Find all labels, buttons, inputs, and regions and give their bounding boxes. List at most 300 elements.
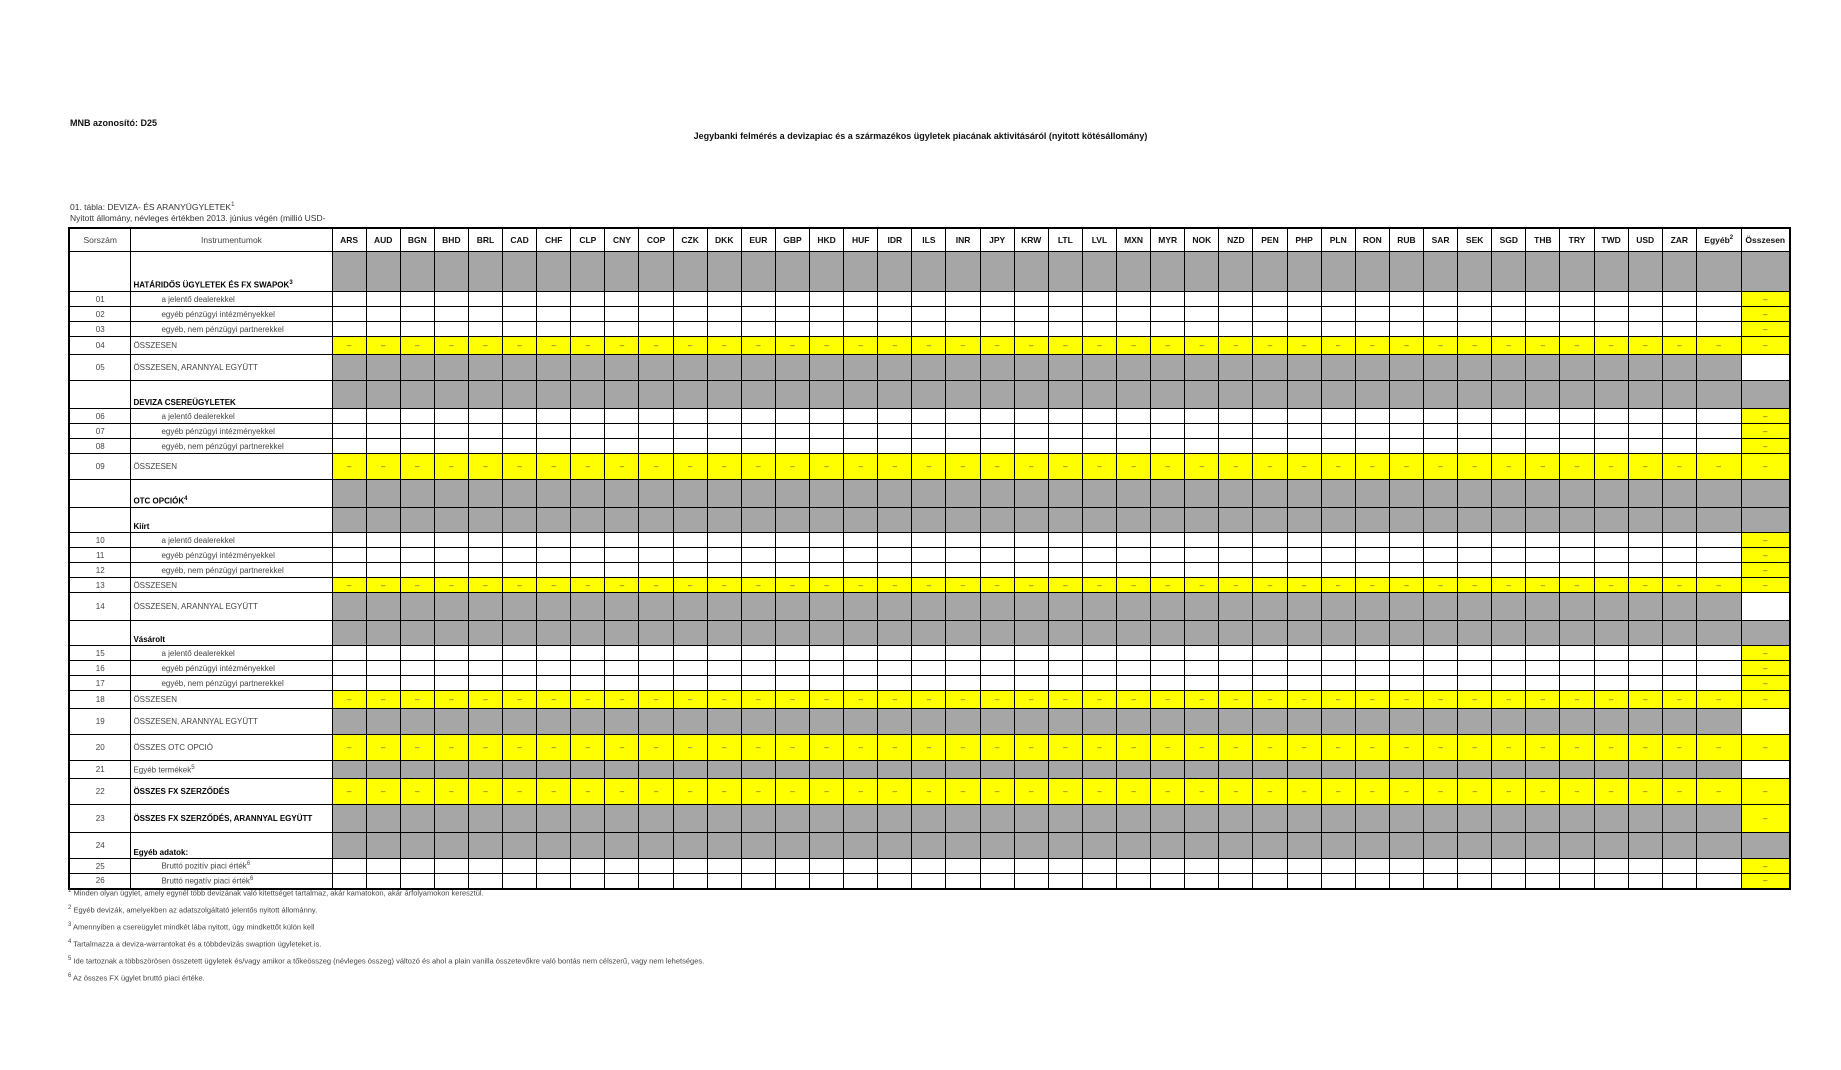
data-cell[interactable] [1117,548,1151,563]
data-cell[interactable] [1594,439,1628,454]
data-cell[interactable] [537,563,571,578]
data-cell[interactable] [946,874,980,889]
data-cell[interactable] [1458,439,1492,454]
data-cell[interactable] [1219,676,1253,691]
data-cell[interactable] [1151,439,1185,454]
data-cell[interactable] [605,409,639,424]
data-cell[interactable] [741,661,775,676]
data-cell[interactable] [1458,563,1492,578]
data-cell[interactable] [1219,563,1253,578]
data-cell[interactable] [1560,439,1594,454]
data-cell[interactable] [810,563,844,578]
data-cell[interactable] [1082,661,1116,676]
data-cell[interactable] [1082,424,1116,439]
data-cell[interactable] [1151,292,1185,307]
data-cell[interactable] [1117,661,1151,676]
data-cell[interactable] [775,307,809,322]
data-cell[interactable] [1526,661,1560,676]
data-cell[interactable] [332,859,366,874]
data-cell[interactable] [1082,874,1116,889]
data-cell[interactable] [1458,548,1492,563]
data-cell[interactable] [366,307,400,322]
data-cell[interactable] [1662,292,1696,307]
data-cell[interactable] [1628,676,1662,691]
data-cell[interactable] [366,409,400,424]
other-cell[interactable] [1696,563,1741,578]
data-cell[interactable] [366,533,400,548]
data-cell[interactable] [605,424,639,439]
data-cell[interactable] [1424,533,1458,548]
data-cell[interactable] [434,409,468,424]
data-cell[interactable] [537,307,571,322]
data-cell[interactable] [1492,676,1526,691]
data-cell[interactable] [1048,646,1082,661]
total-cell[interactable] [1741,709,1790,735]
data-cell[interactable] [1321,676,1355,691]
data-cell[interactable] [1287,548,1321,563]
data-cell[interactable] [980,424,1014,439]
data-cell[interactable] [1082,439,1116,454]
data-cell[interactable] [980,563,1014,578]
data-cell[interactable] [1355,563,1389,578]
data-cell[interactable] [912,646,946,661]
data-cell[interactable] [878,292,912,307]
data-cell[interactable] [1355,548,1389,563]
data-cell[interactable] [1048,533,1082,548]
data-cell[interactable] [810,676,844,691]
data-cell[interactable] [946,646,980,661]
data-cell[interactable] [1287,533,1321,548]
data-cell[interactable] [1253,548,1287,563]
data-cell[interactable] [434,439,468,454]
data-cell[interactable] [775,439,809,454]
data-cell[interactable] [946,292,980,307]
other-cell[interactable] [1696,533,1741,548]
data-cell[interactable] [1560,424,1594,439]
data-cell[interactable] [1662,409,1696,424]
data-cell[interactable] [1321,646,1355,661]
data-cell[interactable] [1048,859,1082,874]
data-cell[interactable] [673,646,707,661]
data-cell[interactable] [1048,874,1082,889]
data-cell[interactable] [1321,307,1355,322]
data-cell[interactable] [1389,307,1423,322]
data-cell[interactable] [980,322,1014,337]
data-cell[interactable] [400,661,434,676]
data-cell[interactable] [1662,439,1696,454]
data-cell[interactable] [434,307,468,322]
data-cell[interactable] [810,322,844,337]
data-cell[interactable] [1389,874,1423,889]
data-cell[interactable] [912,533,946,548]
data-cell[interactable] [571,646,605,661]
data-cell[interactable] [468,661,502,676]
data-cell[interactable] [366,676,400,691]
data-cell[interactable] [1014,533,1048,548]
data-cell[interactable] [1321,533,1355,548]
data-cell[interactable] [673,661,707,676]
data-cell[interactable] [1560,859,1594,874]
data-cell[interactable] [1082,859,1116,874]
data-cell[interactable] [980,874,1014,889]
data-cell[interactable] [673,533,707,548]
data-cell[interactable] [1458,676,1492,691]
data-cell[interactable] [878,859,912,874]
data-cell[interactable] [775,646,809,661]
data-cell[interactable] [1287,307,1321,322]
data-cell[interactable] [878,646,912,661]
data-cell[interactable] [468,409,502,424]
data-cell[interactable] [1219,859,1253,874]
data-cell[interactable] [1594,548,1628,563]
data-cell[interactable] [1594,859,1628,874]
data-cell[interactable] [673,676,707,691]
data-cell[interactable] [1321,563,1355,578]
data-cell[interactable] [1117,563,1151,578]
data-cell[interactable] [1253,646,1287,661]
data-cell[interactable] [400,439,434,454]
data-cell[interactable] [503,409,537,424]
data-cell[interactable] [400,646,434,661]
data-cell[interactable] [1424,292,1458,307]
data-cell[interactable] [912,439,946,454]
data-cell[interactable] [810,439,844,454]
data-cell[interactable] [605,646,639,661]
data-cell[interactable] [810,661,844,676]
data-cell[interactable] [639,439,673,454]
data-cell[interactable] [1014,646,1048,661]
data-cell[interactable] [332,409,366,424]
data-cell[interactable] [1082,563,1116,578]
data-cell[interactable] [1458,424,1492,439]
data-cell[interactable] [775,409,809,424]
data-cell[interactable] [878,439,912,454]
data-cell[interactable] [1424,874,1458,889]
data-cell[interactable] [1628,874,1662,889]
data-cell[interactable] [844,424,878,439]
data-cell[interactable] [503,676,537,691]
data-cell[interactable] [775,533,809,548]
data-cell[interactable] [1014,661,1048,676]
data-cell[interactable] [1151,874,1185,889]
data-cell[interactable] [775,563,809,578]
data-cell[interactable] [1560,548,1594,563]
data-cell[interactable] [434,548,468,563]
data-cell[interactable] [741,424,775,439]
data-cell[interactable] [775,548,809,563]
data-cell[interactable] [537,439,571,454]
data-cell[interactable] [434,322,468,337]
data-cell[interactable] [1117,322,1151,337]
data-cell[interactable] [1253,676,1287,691]
data-cell[interactable] [1594,874,1628,889]
data-cell[interactable] [1526,439,1560,454]
data-cell[interactable] [1253,307,1287,322]
data-cell[interactable] [775,661,809,676]
data-cell[interactable] [332,439,366,454]
data-cell[interactable] [468,563,502,578]
data-cell[interactable] [1594,409,1628,424]
data-cell[interactable] [468,646,502,661]
data-cell[interactable] [1321,292,1355,307]
data-cell[interactable] [1560,661,1594,676]
data-cell[interactable] [571,533,605,548]
data-cell[interactable] [1594,307,1628,322]
data-cell[interactable] [1628,439,1662,454]
data-cell[interactable] [571,307,605,322]
data-cell[interactable] [1219,646,1253,661]
data-cell[interactable] [707,563,741,578]
data-cell[interactable] [639,548,673,563]
data-cell[interactable] [468,292,502,307]
data-cell[interactable] [707,307,741,322]
data-cell[interactable] [1287,322,1321,337]
data-cell[interactable] [605,859,639,874]
data-cell[interactable] [1560,676,1594,691]
data-cell[interactable] [1355,322,1389,337]
data-cell[interactable] [605,307,639,322]
data-cell[interactable] [775,322,809,337]
data-cell[interactable] [1287,563,1321,578]
data-cell[interactable] [537,646,571,661]
data-cell[interactable] [332,533,366,548]
data-cell[interactable] [1151,322,1185,337]
data-cell[interactable] [707,676,741,691]
data-cell[interactable] [639,292,673,307]
data-cell[interactable] [1560,307,1594,322]
data-cell[interactable] [1594,424,1628,439]
data-cell[interactable] [1355,874,1389,889]
data-cell[interactable] [1219,307,1253,322]
data-cell[interactable] [1219,874,1253,889]
data-cell[interactable] [1219,548,1253,563]
data-cell[interactable] [366,646,400,661]
data-cell[interactable] [537,676,571,691]
data-cell[interactable] [366,661,400,676]
data-cell[interactable] [332,646,366,661]
data-cell[interactable] [1389,563,1423,578]
data-cell[interactable] [980,439,1014,454]
data-cell[interactable] [1355,307,1389,322]
data-cell[interactable] [1219,322,1253,337]
data-cell[interactable] [366,322,400,337]
data-cell[interactable] [946,307,980,322]
data-cell[interactable] [946,548,980,563]
data-cell[interactable] [1117,307,1151,322]
data-cell[interactable] [741,292,775,307]
data-cell[interactable] [707,409,741,424]
data-cell[interactable] [503,307,537,322]
data-cell[interactable] [1117,874,1151,889]
data-cell[interactable] [1014,424,1048,439]
data-cell[interactable] [571,424,605,439]
data-cell[interactable] [1355,676,1389,691]
data-cell[interactable] [741,533,775,548]
data-cell[interactable] [1424,661,1458,676]
data-cell[interactable] [707,874,741,889]
data-cell[interactable] [878,409,912,424]
data-cell[interactable] [1594,661,1628,676]
data-cell[interactable] [639,676,673,691]
data-cell[interactable] [537,859,571,874]
data-cell[interactable] [844,661,878,676]
data-cell[interactable] [434,424,468,439]
other-cell[interactable] [1696,676,1741,691]
data-cell[interactable] [912,563,946,578]
data-cell[interactable] [537,661,571,676]
data-cell[interactable] [1253,874,1287,889]
other-cell[interactable] [1696,322,1741,337]
total-cell[interactable] [1741,761,1790,779]
other-cell[interactable] [1696,409,1741,424]
data-cell[interactable] [844,859,878,874]
data-cell[interactable] [1389,661,1423,676]
data-cell[interactable] [1117,533,1151,548]
data-cell[interactable] [332,424,366,439]
data-cell[interactable] [1082,533,1116,548]
data-cell[interactable] [1048,676,1082,691]
data-cell[interactable] [741,646,775,661]
data-cell[interactable] [1082,292,1116,307]
data-cell[interactable] [844,533,878,548]
data-cell[interactable] [1560,292,1594,307]
data-cell[interactable] [878,424,912,439]
data-cell[interactable] [1560,322,1594,337]
data-cell[interactable] [1526,533,1560,548]
data-cell[interactable] [1492,307,1526,322]
data-cell[interactable] [639,307,673,322]
data-cell[interactable] [1389,424,1423,439]
data-cell[interactable] [332,307,366,322]
data-cell[interactable] [1662,563,1696,578]
data-cell[interactable] [810,874,844,889]
data-cell[interactable] [1321,859,1355,874]
data-cell[interactable] [1321,874,1355,889]
data-cell[interactable] [400,548,434,563]
data-cell[interactable] [1389,409,1423,424]
data-cell[interactable] [571,661,605,676]
data-cell[interactable] [946,661,980,676]
data-cell[interactable] [1287,424,1321,439]
data-cell[interactable] [707,661,741,676]
data-cell[interactable] [1151,409,1185,424]
data-cell[interactable] [844,439,878,454]
data-cell[interactable] [1458,292,1492,307]
data-cell[interactable] [1355,661,1389,676]
data-cell[interactable] [980,661,1014,676]
data-cell[interactable] [332,661,366,676]
other-cell[interactable] [1696,874,1741,889]
data-cell[interactable] [1117,292,1151,307]
data-cell[interactable] [1185,424,1219,439]
data-cell[interactable] [1389,292,1423,307]
data-cell[interactable] [1048,548,1082,563]
data-cell[interactable] [1048,424,1082,439]
data-cell[interactable] [810,292,844,307]
data-cell[interactable] [1219,424,1253,439]
data-cell[interactable] [1662,646,1696,661]
data-cell[interactable] [707,439,741,454]
data-cell[interactable] [844,563,878,578]
data-cell[interactable] [639,646,673,661]
data-cell[interactable] [707,548,741,563]
data-cell[interactable] [1424,307,1458,322]
data-cell[interactable] [1424,676,1458,691]
data-cell[interactable] [1389,548,1423,563]
data-cell[interactable] [980,548,1014,563]
data-cell[interactable] [1526,307,1560,322]
data-cell[interactable] [1185,548,1219,563]
data-cell[interactable] [980,292,1014,307]
data-cell[interactable] [1526,676,1560,691]
data-cell[interactable] [912,292,946,307]
data-cell[interactable] [605,661,639,676]
data-cell[interactable] [1321,322,1355,337]
data-cell[interactable] [1458,859,1492,874]
data-cell[interactable] [503,424,537,439]
data-cell[interactable] [1526,548,1560,563]
data-cell[interactable] [1014,439,1048,454]
data-cell[interactable] [332,563,366,578]
data-cell[interactable] [844,874,878,889]
data-cell[interactable] [1048,307,1082,322]
data-cell[interactable] [1185,661,1219,676]
data-cell[interactable] [741,676,775,691]
data-cell[interactable] [810,307,844,322]
data-cell[interactable] [1185,307,1219,322]
data-cell[interactable] [1287,646,1321,661]
data-cell[interactable] [1458,661,1492,676]
data-cell[interactable] [1424,322,1458,337]
data-cell[interactable] [537,533,571,548]
data-cell[interactable] [1492,859,1526,874]
data-cell[interactable] [1151,859,1185,874]
data-cell[interactable] [400,563,434,578]
data-cell[interactable] [1492,646,1526,661]
data-cell[interactable] [912,424,946,439]
data-cell[interactable] [1253,409,1287,424]
data-cell[interactable] [1321,409,1355,424]
data-cell[interactable] [1389,533,1423,548]
data-cell[interactable] [571,322,605,337]
data-cell[interactable] [1560,533,1594,548]
data-cell[interactable] [1560,563,1594,578]
data-cell[interactable] [1628,646,1662,661]
data-cell[interactable] [1389,646,1423,661]
total-cell[interactable] [1741,355,1790,381]
data-cell[interactable] [571,563,605,578]
data-cell[interactable] [673,322,707,337]
data-cell[interactable] [775,292,809,307]
data-cell[interactable] [1560,409,1594,424]
data-cell[interactable] [878,322,912,337]
data-cell[interactable] [707,646,741,661]
data-cell[interactable] [1185,322,1219,337]
data-cell[interactable] [1219,292,1253,307]
other-cell[interactable] [1696,646,1741,661]
data-cell[interactable] [946,533,980,548]
data-cell[interactable] [946,439,980,454]
data-cell[interactable] [1253,661,1287,676]
data-cell[interactable] [434,859,468,874]
data-cell[interactable] [366,424,400,439]
data-cell[interactable] [366,859,400,874]
data-cell[interactable] [1253,424,1287,439]
data-cell[interactable] [1082,676,1116,691]
data-cell[interactable] [537,292,571,307]
other-cell[interactable] [1696,292,1741,307]
data-cell[interactable] [1048,661,1082,676]
